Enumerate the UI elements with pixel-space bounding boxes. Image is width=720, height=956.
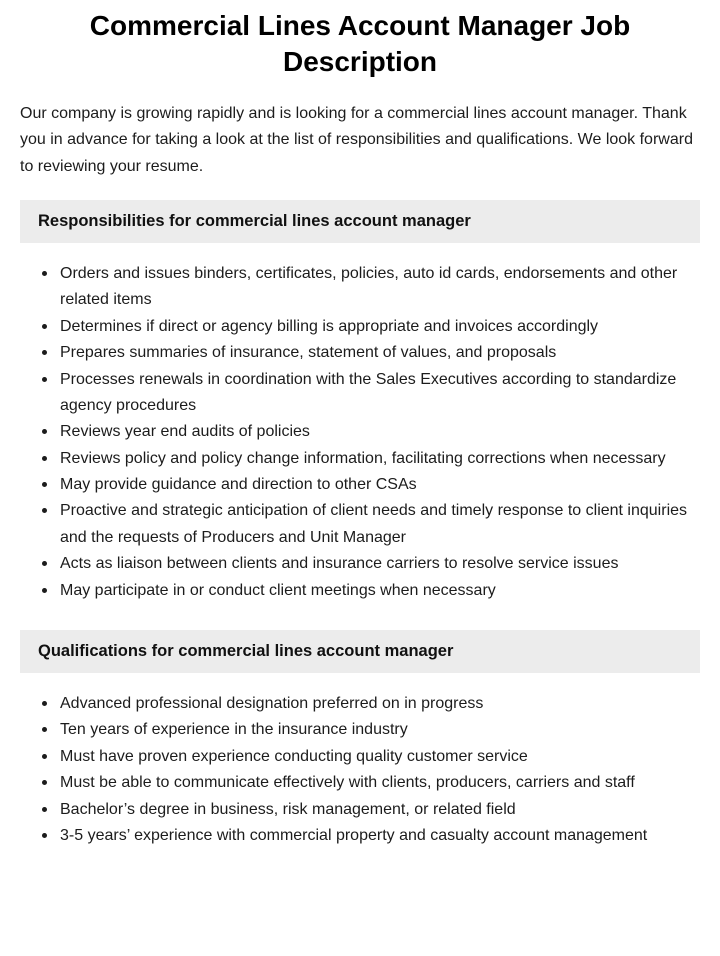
list-item: Advanced professional designation preferred on in progress [42,691,700,717]
list-item: Must have proven experience conducting quality customer service [42,744,700,770]
list-item: Processes renewals in coordination with the Sales Executives according to standardize agency procedures [42,367,700,420]
qualifications-section-header: Qualifications for commercial lines account manager [20,630,700,673]
list-item: May provide guidance and direction to other CSAs [42,472,700,498]
list-item: Orders and issues binders, certificates, policies, auto id cards, endorsements and other related items [42,261,700,314]
list-item: Ten years of experience in the insurance industry [42,717,700,743]
list-item: Reviews policy and policy change information, facilitating corrections when necessary [42,446,700,472]
responsibilities-section-header: Responsibilities for commercial lines account manager [20,200,700,243]
list-item: Bachelor’s degree in business, risk management, or related field [42,797,700,823]
list-item: Proactive and strategic anticipation of client needs and timely response to client inquiries and the requests of Producers and Unit Manager [42,498,700,551]
list-item: Determines if direct or agency billing is appropriate and invoices accordingly [42,314,700,340]
intro-paragraph: Our company is growing rapidly and is looking for a commercial lines account manager. Thank you in advance for taking a look at the list of responsibilities and qualifications. We look forward to reviewing your resume. [20,104,693,175]
responsibilities-list [20,261,700,604]
qualifications-list [20,691,700,849]
page-title: Commercial Lines Account Manager Job Description [89,10,631,78]
list-item: May participate in or conduct client meetings when necessary [42,578,700,604]
list-item: Must be able to communicate effectively with clients, producers, carriers and staff [42,770,700,796]
list-item: Reviews year end audits of policies [42,419,700,445]
list-item: Prepares summaries of insurance, statement of values, and proposals [42,340,700,366]
list-item: 3-5 years’ experience with commercial property and casualty account management [42,823,700,849]
list-item: Acts as liaison between clients and insurance carriers to resolve service issues [42,551,700,577]
